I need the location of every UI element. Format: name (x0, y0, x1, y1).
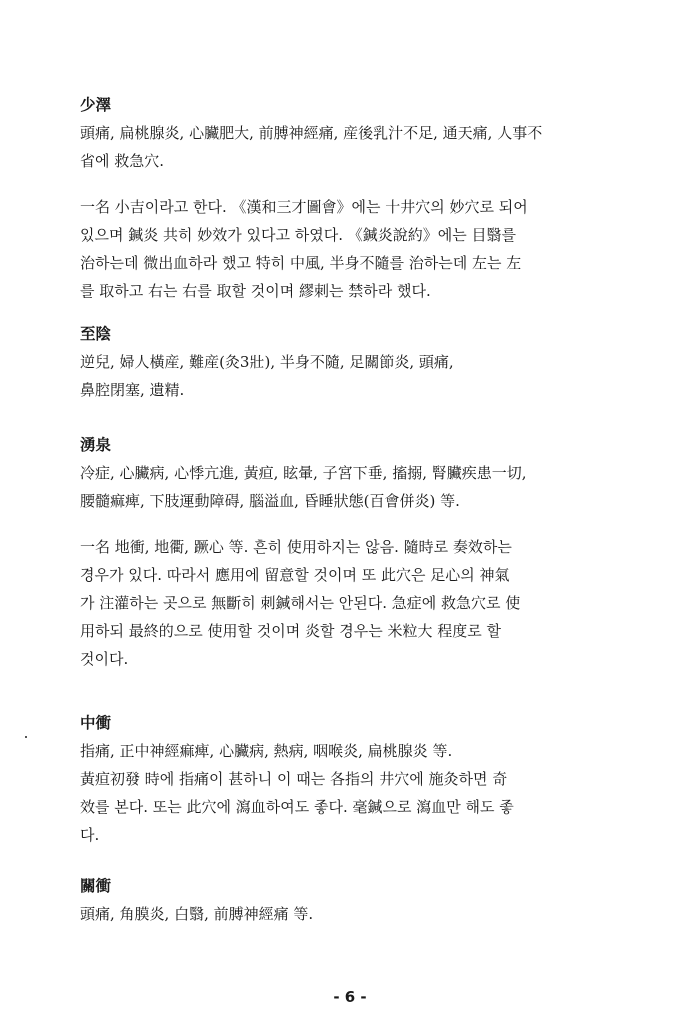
indications-text: 頭痛, 扁桃腺炎, 心臟肥大, 前膊神經痛, 産後乳汁不足, 通天痛, 人事不 省에 救急穴. (80, 124, 543, 170)
indications-text: 逆兒, 婦人橫産, 難産(灸3壯), 半身不隨, 足關節炎, 頭痛, 鼻腔閉塞, 遺精. (80, 353, 454, 399)
page-number: - 6 - (333, 988, 367, 1006)
section-jungchung (80, 712, 640, 849)
section-yongcheon (80, 434, 640, 673)
indications-text: 指痛, 正中神經痲痺, 心臟病, 熱病, 咽喉炎, 扁桃腺炎 等. (80, 742, 453, 760)
section-heading: 少澤 (80, 95, 112, 114)
section-gwanchung (80, 875, 640, 928)
scan-speck (25, 736, 27, 738)
note-paragraph: 一名 小吉이라고 한다. 《漢和三才圖會》에는 十井穴의 妙穴로 되어 있으며 鍼炎 共히 妙效가 있다고 하였다. 《鍼炎說約》에는 目翳를 治하는데 微出血하라 했고 特히 中風, 半身不隨를 治하는데 左는 左 를 取하고 右는 右를 取할 것이며 繆刺는 禁하라 했다. (80, 198, 528, 300)
indications-text: 冷症, 心臟病, 心悸亢進, 黃疸, 眩暈, 子宮下垂, 搐搦, 腎臟疾患一切, 腰髓痲痺, 下肢運動障碍, 腦溢血, 昏睡狀態(百會併炎) 等. (80, 464, 527, 510)
section-heading: 至陰 (80, 324, 112, 343)
section-heading: 湧泉 (80, 435, 112, 454)
section-heading: 關衝 (80, 876, 112, 895)
note-paragraph: 一名 地衝, 地衢, 蹶心 等. 흔히 使用하지는 않음. 隨時로 奏效하는 경우가 있다. 따라서 應用에 留意할 것이며 또 此穴은 足心의 神氣 가 注灌하는 곳으로 無斷히 刺鍼해서는 안된다. 急症에 救急穴로 使 用하되 最終的으로 使用할 것이며 炎할 경우는 米粒大 程度로 할 것이다. (80, 538, 521, 668)
note-paragraph: 黃疸初發 時에 指痛이 甚하니 이 때는 各指의 井穴에 施灸하면 奇 效를 본다. 또는 此穴에 瀉血하여도 좋다. 毫鍼으로 瀉血만 해도 좋 다. (80, 770, 514, 844)
section-jieum (80, 323, 640, 404)
section-heading: 中衝 (80, 713, 112, 732)
indications-text: 頭痛, 角膜炎, 白翳, 前膊神經痛 等. (80, 905, 314, 923)
section-shaotaek (80, 94, 640, 305)
